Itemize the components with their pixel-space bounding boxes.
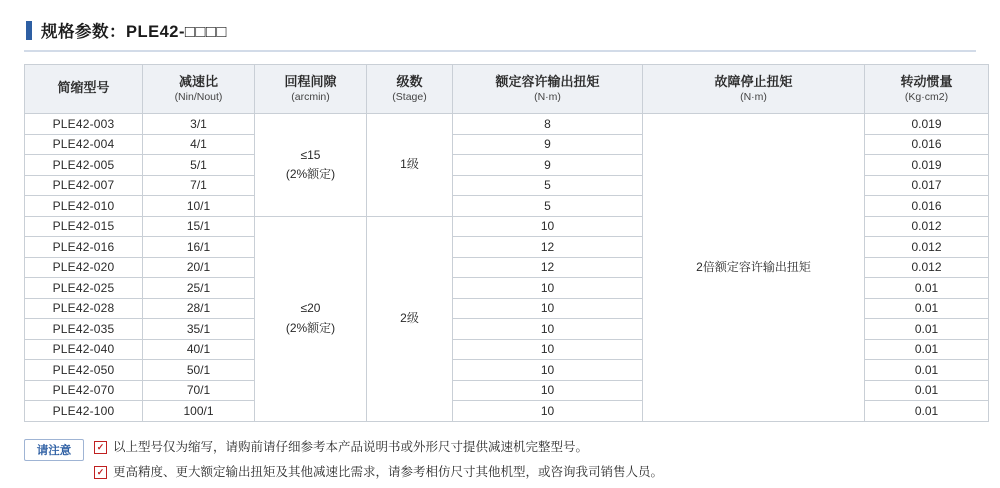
cell-rated-torque: 10: [453, 380, 643, 401]
cell-fault-stop-torque: 2倍额定容许输出扭矩: [643, 114, 865, 422]
page-title-row: [18, 0, 982, 50]
cell-ratio: 20/1: [143, 257, 255, 278]
cell-inertia: 0.01: [865, 319, 989, 340]
cell-rated-torque: 10: [453, 278, 643, 299]
cell-backlash-stage1: ≤15 (2%额定): [255, 114, 367, 217]
cell-rated-torque: 10: [453, 401, 643, 422]
cell-ratio: 15/1: [143, 216, 255, 237]
cell-ratio: 5/1: [143, 155, 255, 176]
cell-model: PLE42-025: [25, 278, 143, 299]
cell-inertia: 0.01: [865, 278, 989, 299]
cell-inertia: 0.019: [865, 155, 989, 176]
cell-ratio: 28/1: [143, 298, 255, 319]
column-header-backlash: 回程间隙 (arcmin): [255, 65, 367, 114]
cell-model: PLE42-003: [25, 114, 143, 135]
cell-rated-torque: 5: [453, 196, 643, 217]
cell-ratio: 16/1: [143, 237, 255, 258]
note-item: [94, 438, 663, 456]
cell-model: PLE42-100: [25, 401, 143, 422]
cell-backlash-stage2: ≤20 (2%额定): [255, 216, 367, 421]
column-header-inertia: 转动惯量 (Kg·cm2): [865, 65, 989, 114]
cell-rated-torque: 10: [453, 339, 643, 360]
cell-ratio: 35/1: [143, 319, 255, 340]
page-title: 规格参数：PLE42-□□□□: [41, 23, 227, 41]
cell-rated-torque: 10: [453, 298, 643, 319]
cell-ratio: 7/1: [143, 175, 255, 196]
cell-model: PLE42-004: [25, 134, 143, 155]
cell-stage1: 1级: [367, 114, 453, 217]
cell-inertia: 0.01: [865, 401, 989, 422]
note-text: 以上型号仅为缩写，请购前请仔细参考本产品说明书或外形尺寸提供减速机完整型号。: [113, 439, 589, 454]
cell-ratio: 3/1: [143, 114, 255, 135]
cell-ratio: 100/1: [143, 401, 255, 422]
cell-model: PLE42-007: [25, 175, 143, 196]
cell-rated-torque: 12: [453, 237, 643, 258]
cell-rated-torque: 12: [453, 257, 643, 278]
cell-model: PLE42-020: [25, 257, 143, 278]
cell-model: PLE42-010: [25, 196, 143, 217]
cell-model: PLE42-015: [25, 216, 143, 237]
title-divider: [24, 50, 976, 52]
title-accent-bar: [26, 21, 32, 40]
cell-inertia: 0.019: [865, 114, 989, 135]
column-header-fault-stop-torque: 故障停止扭矩 (N·m): [643, 65, 865, 114]
notes-badge: 请注意: [24, 439, 84, 461]
cell-inertia: 0.01: [865, 380, 989, 401]
check-icon: ✓: [94, 441, 107, 454]
cell-ratio: 4/1: [143, 134, 255, 155]
column-header-ratio: 减速比 (Nin/Nout): [143, 65, 255, 114]
column-header-rated-torque: 额定容许输出扭矩 (N·m): [453, 65, 643, 114]
note-item: [94, 463, 663, 481]
cell-inertia: 0.01: [865, 360, 989, 381]
cell-inertia: 0.012: [865, 216, 989, 237]
column-header-stage: 级数 (Stage): [367, 65, 453, 114]
cell-inertia: 0.016: [865, 196, 989, 217]
specification-table: [24, 64, 989, 422]
notes-list: [94, 438, 663, 488]
cell-rated-torque: 10: [453, 319, 643, 340]
notes-section: [24, 438, 976, 488]
cell-model: PLE42-028: [25, 298, 143, 319]
note-text: 更高精度、更大额定输出扭矩及其他减速比需求，请参考相仿尺寸其他机型，或咨询我司销售人员。: [113, 464, 664, 479]
cell-ratio: 10/1: [143, 196, 255, 217]
cell-model: PLE42-035: [25, 319, 143, 340]
cell-model: PLE42-050: [25, 360, 143, 381]
check-icon: ✓: [94, 466, 107, 479]
cell-rated-torque: 10: [453, 360, 643, 381]
cell-ratio: 50/1: [143, 360, 255, 381]
cell-rated-torque: 5: [453, 175, 643, 196]
table-header-row: [25, 65, 989, 114]
cell-inertia: 0.012: [865, 257, 989, 278]
cell-model: PLE42-005: [25, 155, 143, 176]
cell-rated-torque: 8: [453, 114, 643, 135]
cell-inertia: 0.01: [865, 298, 989, 319]
cell-ratio: 40/1: [143, 339, 255, 360]
cell-rated-torque: 9: [453, 155, 643, 176]
cell-inertia: 0.012: [865, 237, 989, 258]
cell-inertia: 0.017: [865, 175, 989, 196]
cell-rated-torque: 9: [453, 134, 643, 155]
cell-inertia: 0.01: [865, 339, 989, 360]
cell-inertia: 0.016: [865, 134, 989, 155]
cell-model: PLE42-040: [25, 339, 143, 360]
cell-model: PLE42-016: [25, 237, 143, 258]
cell-rated-torque: 10: [453, 216, 643, 237]
column-header-model: 简缩型号: [25, 65, 143, 114]
cell-ratio: 70/1: [143, 380, 255, 401]
cell-model: PLE42-070: [25, 380, 143, 401]
cell-ratio: 25/1: [143, 278, 255, 299]
table-row: [25, 114, 989, 135]
cell-stage2: 2级: [367, 216, 453, 421]
